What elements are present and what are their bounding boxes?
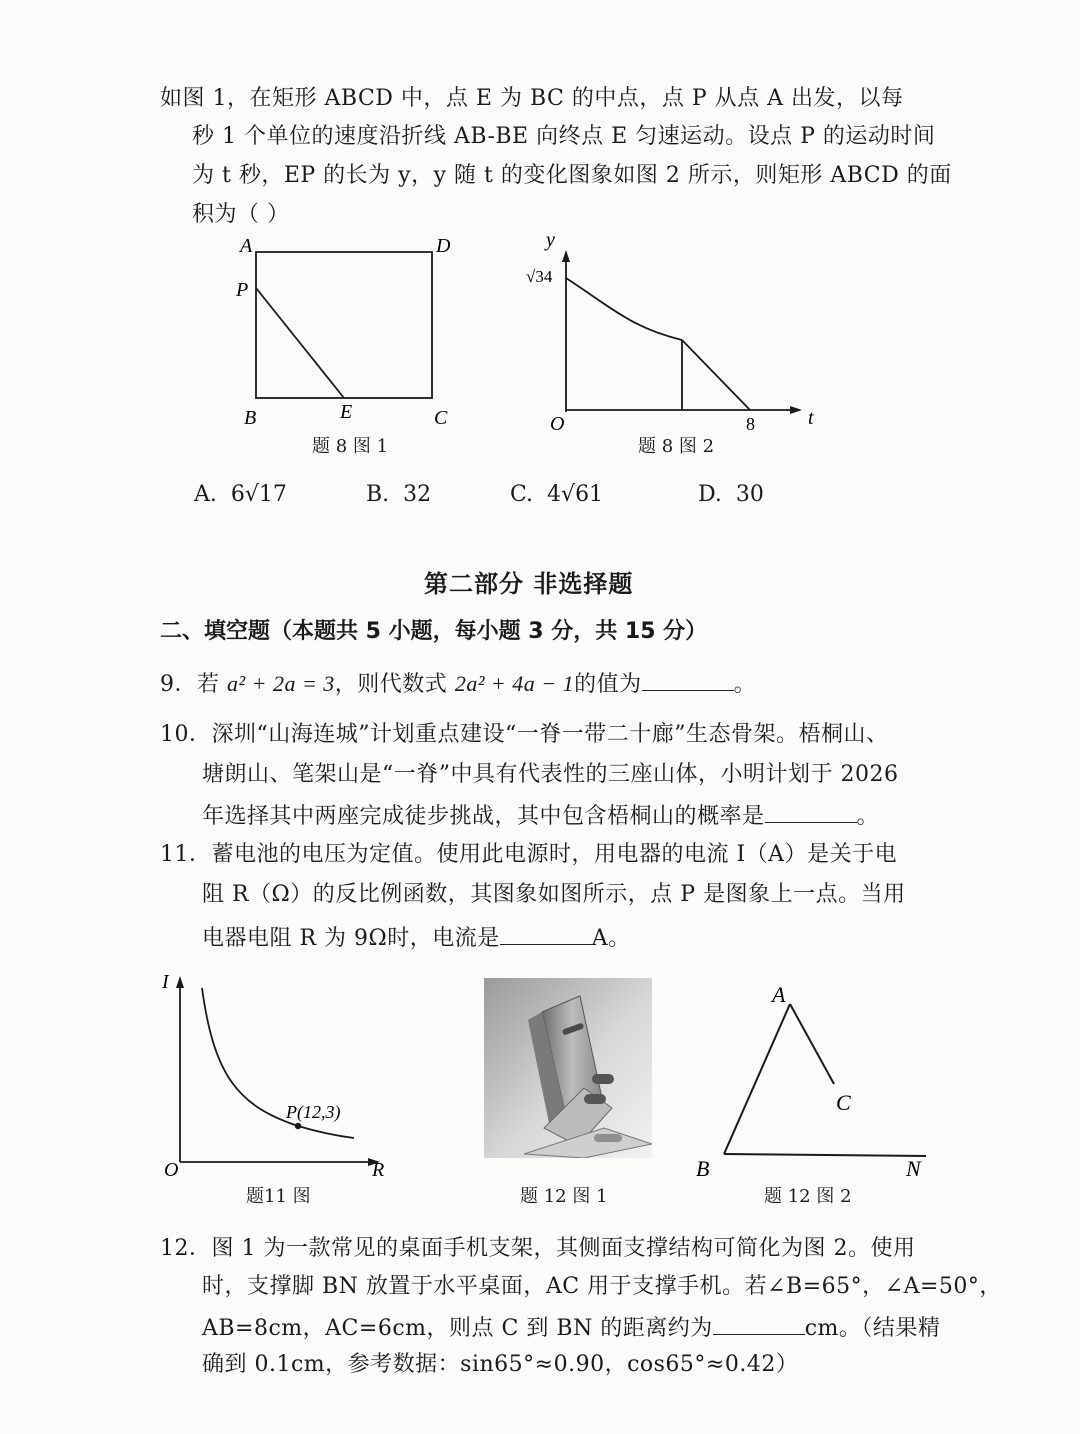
curve-segment bbox=[566, 278, 682, 340]
q10-line-1: 10．深圳“山海连城”计划重点建设“一脊一带二十廊”生态骨架。梧桐山、 bbox=[160, 722, 889, 747]
q8-option-b[interactable]: B. 32 bbox=[366, 482, 432, 507]
x-axis-arrow bbox=[790, 406, 802, 414]
label-i: I bbox=[162, 971, 169, 993]
label-b: B bbox=[244, 407, 257, 429]
label-t: t bbox=[808, 407, 814, 429]
q8-line-1: 如图 1，在矩形 ABCD 中，点 E 为 BC 的中点，点 P 从点 A 出发，以每 bbox=[160, 86, 904, 111]
q11-line-2: 阻 R（Ω）的反比例函数，其图象如图所示，点 P 是图象上一点。当用 bbox=[202, 882, 906, 907]
part2-heading: 第二部分 非选择题 bbox=[424, 570, 634, 598]
linear-segment bbox=[682, 340, 750, 410]
label-p: P bbox=[236, 279, 249, 301]
q9-answer-blank[interactable] bbox=[642, 668, 734, 691]
q10-answer-blank[interactable] bbox=[765, 800, 857, 823]
stand-hook-1 bbox=[592, 1074, 614, 1084]
segment-ac bbox=[790, 1004, 834, 1084]
q11-line-1: 11．蓄电池的电压为定值。使用此电源时，用电器的电流 I（A）是关于电 bbox=[160, 842, 898, 867]
label-o: O bbox=[550, 413, 565, 435]
q12-figure-2 bbox=[690, 978, 940, 1188]
q8-option-a[interactable]: A. 6√17 bbox=[194, 482, 287, 507]
q12-line-2: 时，支撑脚 BN 放置于水平桌面，AC 用于支撑手机。若∠B=65°，∠A=50°， bbox=[202, 1274, 1002, 1299]
q12-line-3: AB=8cm，AC=6cm，则点 C 到 BN 的距离约为 cm。（结果精 bbox=[202, 1312, 940, 1344]
q8-line-4: 积为（ ） bbox=[192, 202, 290, 227]
q8-option-d[interactable]: D. 30 bbox=[698, 482, 764, 507]
q8-figure-2 bbox=[522, 228, 822, 438]
label-a: A bbox=[240, 235, 253, 257]
q8-line-3: 为 t 秒，EP 的长为 y，y 随 t 的变化图象如图 2 所示，则矩形 ABCD 的面 bbox=[192, 163, 952, 188]
label-o: O bbox=[164, 1159, 179, 1181]
label-n: N bbox=[906, 1156, 921, 1181]
label-c: C bbox=[836, 1090, 851, 1115]
rectangle-abcd bbox=[256, 252, 432, 398]
i-axis-arrow bbox=[176, 976, 184, 988]
label-r: R bbox=[372, 1159, 385, 1181]
label-p-coord: P(12,3) bbox=[286, 1102, 341, 1122]
segment-bn bbox=[724, 1154, 926, 1156]
q12-line-1: 12．图 1 为一款常见的桌面手机支架，其侧面支撑结构可简化为图 2。使用 bbox=[160, 1236, 916, 1261]
q8-option-c[interactable]: C. 4√61 bbox=[510, 482, 604, 507]
q11-fig-caption: 题11 图 bbox=[246, 1186, 311, 1207]
stand-hook-2 bbox=[584, 1094, 606, 1104]
label-c: C bbox=[434, 407, 448, 429]
label-d: D bbox=[436, 235, 451, 257]
segment-ab bbox=[724, 1004, 790, 1154]
label-sqrt34: √34 bbox=[526, 267, 553, 286]
q12-line-4: 确到 0.1cm，参考数据：sin65°≈0.90，cos65°≈0.42） bbox=[202, 1352, 799, 1377]
q11-figure bbox=[158, 966, 398, 1186]
section2-title: 二、填空题（本题共 5 小题，每小题 3 分，共 15 分） bbox=[160, 619, 708, 644]
base-slot bbox=[594, 1134, 622, 1142]
segment-pe bbox=[256, 288, 344, 398]
q11-line-3: 电器电阻 R 为 9Ω时，电流是 A。 bbox=[202, 922, 631, 954]
label-e: E bbox=[340, 401, 353, 423]
y-axis-arrow bbox=[562, 250, 570, 262]
label-8: 8 bbox=[746, 414, 755, 434]
q8-fig2-caption: 题 8 图 2 bbox=[638, 436, 715, 457]
q10-line-2: 塘朗山、笔架山是“一脊”中具有代表性的三座山体，小明计划于 2026 bbox=[202, 762, 899, 787]
q12-fig1-caption: 题 12 图 1 bbox=[520, 1186, 608, 1207]
q8-line-2: 秒 1 个单位的速度沿折线 AB-BE 向终点 E 匀速运动。设点 P 的运动时间 bbox=[192, 124, 936, 149]
label-y: y bbox=[546, 229, 555, 251]
q11-answer-blank[interactable] bbox=[500, 922, 592, 945]
q10-line-3: 年选择其中两座完成徒步挑战，其中包含梧桐山的概率是 。 bbox=[202, 800, 879, 832]
label-b: B bbox=[696, 1156, 710, 1181]
q8-figure-1 bbox=[228, 228, 468, 436]
q9-line: 9．若 a² + 2a = 3，则代数式 2a² + 4a − 1的值为 。 bbox=[160, 668, 756, 700]
q8-fig1-caption: 题 8 图 1 bbox=[312, 436, 389, 457]
q12-figure-1-photo bbox=[484, 978, 652, 1158]
q12-fig2-caption: 题 12 图 2 bbox=[764, 1186, 852, 1207]
q12-answer-blank[interactable] bbox=[713, 1312, 805, 1335]
label-a: A bbox=[772, 982, 786, 1007]
point-p bbox=[295, 1123, 301, 1129]
